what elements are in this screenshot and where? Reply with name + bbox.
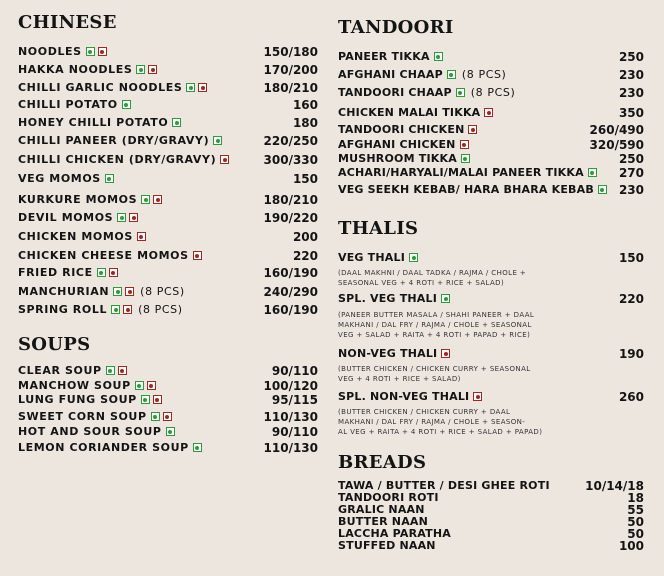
item-price: 250 <box>618 151 644 166</box>
veg-icon <box>86 47 95 56</box>
veg-icon <box>447 70 456 79</box>
menu-item <box>18 44 318 59</box>
menu-item <box>18 192 318 207</box>
item-label: SPL. NON-VEG THALI <box>338 390 470 403</box>
menu-item <box>338 49 644 64</box>
menu-item <box>18 171 318 186</box>
menu-item <box>18 248 318 263</box>
nonveg-icon <box>125 287 134 296</box>
menu-item <box>338 165 644 180</box>
item-price: 250 <box>618 49 644 64</box>
item-label: CHILLI PANEER (DRY/GRAVY) <box>18 134 210 147</box>
item-price: 110/130 <box>263 440 318 455</box>
item-price: 180/210 <box>263 192 318 207</box>
item-description: (BUTTER CHICKEN / CHICKEN CURRY + SEASONAL VEG + 4 ROTI + RICE + SALAD) <box>338 365 531 383</box>
item-price: 270 <box>618 165 644 180</box>
nonveg-icon <box>123 305 132 314</box>
item-price: 50 <box>627 526 644 541</box>
menu-item <box>18 284 318 299</box>
item-label: CHILLI GARLIC NOODLES <box>18 81 183 94</box>
item-price: 180/210 <box>263 80 318 95</box>
nonveg-icon <box>468 125 477 134</box>
item-price: 160 <box>292 97 318 112</box>
nonveg-icon <box>137 232 146 241</box>
item-label: VEG THALI <box>338 251 406 264</box>
item-label: MANCHURIAN <box>18 285 110 298</box>
nonveg-icon <box>484 108 493 117</box>
item-description: (PANEER BUTTER MASALA / SHAHI PANEER + DAAL MAKHANI / DAL FRY / RAJMA / CHOLE + SEASONAL VEG + SALAD + RAITA + 4 ROTI + PAPAD + RICE) <box>338 311 535 339</box>
item-name <box>18 45 107 58</box>
item-portion: (8 PCS) <box>138 303 183 316</box>
item-price: 110/130 <box>263 409 318 424</box>
nonveg-icon <box>109 268 118 277</box>
item-name <box>338 539 436 552</box>
item-price: 160/190 <box>263 302 318 317</box>
item-name <box>18 116 181 129</box>
menu-item <box>338 137 644 152</box>
menu-item <box>338 346 644 361</box>
menu-item <box>338 291 644 306</box>
nonveg-icon <box>153 395 162 404</box>
menu-item <box>338 538 644 553</box>
menu-item <box>338 182 644 197</box>
menu-item <box>18 409 318 424</box>
menu-item <box>18 210 318 225</box>
section-heading-soups: SOUPS <box>18 334 91 355</box>
veg-icon <box>193 443 202 452</box>
item-label: GRALIC NAAN <box>338 503 425 516</box>
item-label: STUFFED NAAN <box>338 539 436 552</box>
item-price: 300/330 <box>263 152 318 167</box>
item-name <box>18 266 118 279</box>
menu-item <box>18 115 318 130</box>
nonveg-icon <box>98 47 107 56</box>
menu-item <box>18 229 318 244</box>
menu-item <box>18 378 318 393</box>
veg-icon <box>151 412 160 421</box>
item-price: 240/290 <box>263 284 318 299</box>
nonveg-icon <box>193 251 202 260</box>
item-label: SPL. VEG THALI <box>338 292 438 305</box>
item-name <box>338 251 418 264</box>
item-name <box>18 393 162 406</box>
item-label: CHICKEN MOMOS <box>18 230 133 243</box>
menu-item <box>338 85 644 100</box>
item-name <box>338 138 469 151</box>
menu-item <box>18 133 318 148</box>
item-name <box>18 211 138 224</box>
item-name <box>18 303 183 316</box>
item-price: 160/190 <box>263 265 318 280</box>
item-label: HOT AND SOUR SOUP <box>18 425 162 438</box>
item-name <box>338 390 482 403</box>
item-price: 220/250 <box>263 133 318 148</box>
item-name <box>18 98 131 111</box>
veg-icon <box>441 294 450 303</box>
nonveg-icon <box>220 155 229 164</box>
item-portion: (8 PCS) <box>140 285 185 298</box>
veg-icon <box>456 88 465 97</box>
item-name <box>18 193 162 206</box>
item-price: 190 <box>618 346 644 361</box>
nonveg-icon <box>460 140 469 149</box>
item-name <box>338 50 443 63</box>
item-label: BUTTER NAAN <box>338 515 429 528</box>
nonveg-icon <box>198 83 207 92</box>
item-name <box>18 230 146 243</box>
item-price: 260/490 <box>589 122 644 137</box>
item-price: 320/590 <box>589 137 644 152</box>
item-name <box>18 249 202 262</box>
item-label: VEG SEEKH KEBAB/ HARA BHARA KEBAB <box>338 183 594 196</box>
item-price: 260 <box>618 389 644 404</box>
veg-icon <box>213 136 222 145</box>
item-label: KURKURE MOMOS <box>18 193 138 206</box>
menu-item <box>18 392 318 407</box>
item-price: 220 <box>292 248 318 263</box>
item-name <box>18 63 157 76</box>
item-price: 220 <box>618 291 644 306</box>
item-label: AFGHANI CHAAP <box>338 68 443 81</box>
item-price: 230 <box>618 85 644 100</box>
item-name <box>18 425 175 438</box>
menu-item <box>338 250 644 265</box>
item-label: PANEER TIKKA <box>338 50 430 63</box>
menu-item <box>18 424 318 439</box>
item-label: NON-VEG THALI <box>338 347 438 360</box>
item-label: ACHARI/HARYALI/MALAI PANEER TIKKA <box>338 166 584 179</box>
item-name <box>338 292 450 305</box>
item-price: 90/110 <box>271 363 318 378</box>
item-label: VEG MOMOS <box>18 172 101 185</box>
item-name <box>338 68 506 81</box>
item-label: CHILLI POTATO <box>18 98 118 111</box>
item-label: SPRING ROLL <box>18 303 108 316</box>
item-name <box>18 134 222 147</box>
item-name <box>338 347 450 360</box>
item-name <box>338 183 607 196</box>
veg-icon <box>105 174 114 183</box>
menu-item <box>18 302 318 317</box>
section-heading-breads: BREADS <box>338 452 427 473</box>
item-price: 350 <box>618 105 644 120</box>
item-price: 200 <box>292 229 318 244</box>
item-label: TANDOORI ROTI <box>338 491 439 504</box>
section-heading-chinese: CHINESE <box>18 12 117 33</box>
menu-item <box>338 151 644 166</box>
item-name <box>18 153 229 166</box>
item-label: CLEAR SOUP <box>18 364 102 377</box>
item-label: NOODLES <box>18 45 82 58</box>
item-label: DEVIL MOMOS <box>18 211 114 224</box>
item-label: LACCHA PARATHA <box>338 527 451 540</box>
item-price: 90/110 <box>271 424 318 439</box>
item-description: (BUTTER CHICKEN / CHICKEN CURRY + DAAL MAKHANI / DAL FRY / RAJMA / CHOLE + SEASON- AL VEG + RAITA + 4 ROTI + RICE + SALAD + PAPAD) <box>338 408 543 436</box>
veg-icon <box>135 381 144 390</box>
menu-item <box>18 265 318 280</box>
nonveg-icon <box>441 349 450 358</box>
nonveg-icon <box>129 213 138 222</box>
section-heading-thalis: THALIS <box>338 218 419 239</box>
item-label: CHICKEN MALAI TIKKA <box>338 106 481 119</box>
item-label: FRIED RICE <box>18 266 93 279</box>
item-name <box>338 152 470 165</box>
nonveg-icon <box>147 381 156 390</box>
nonveg-icon <box>473 392 482 401</box>
item-label: HAKKA NOODLES <box>18 63 133 76</box>
item-label: LEMON CORIANDER SOUP <box>18 441 189 454</box>
item-label: CHILLI CHICKEN (DRY/GRAVY) <box>18 153 217 166</box>
item-label: AFGHANI CHICKEN <box>338 138 456 151</box>
item-label: CHICKEN CHEESE MOMOS <box>18 249 189 262</box>
item-name <box>338 86 515 99</box>
item-label: HONEY CHILLI POTATO <box>18 116 169 129</box>
veg-icon <box>122 100 131 109</box>
item-price: 150 <box>292 171 318 186</box>
item-name <box>18 410 172 423</box>
item-price: 18 <box>627 490 644 505</box>
veg-icon <box>136 65 145 74</box>
veg-icon <box>461 154 470 163</box>
item-price: 150 <box>618 250 644 265</box>
item-name <box>338 106 493 119</box>
item-price: 170/200 <box>263 62 318 77</box>
item-name <box>338 166 597 179</box>
veg-icon <box>166 427 175 436</box>
item-price: 95/115 <box>271 392 318 407</box>
menu-item <box>18 80 318 95</box>
veg-icon <box>172 118 181 127</box>
item-name <box>18 285 185 298</box>
item-name <box>18 172 114 185</box>
veg-icon <box>111 305 120 314</box>
item-price: 100/120 <box>263 378 318 393</box>
item-name <box>18 441 202 454</box>
veg-icon <box>588 168 597 177</box>
item-label: MANCHOW SOUP <box>18 379 131 392</box>
menu-item <box>18 62 318 77</box>
veg-icon <box>106 366 115 375</box>
veg-icon <box>141 195 150 204</box>
item-price: 230 <box>618 182 644 197</box>
item-name <box>18 81 207 94</box>
menu-item <box>18 152 318 167</box>
veg-icon <box>598 185 607 194</box>
item-label: SWEET CORN SOUP <box>18 410 147 423</box>
veg-icon <box>97 268 106 277</box>
menu-item <box>18 97 318 112</box>
menu-item <box>338 122 644 137</box>
item-price: 100 <box>618 538 644 553</box>
item-label: TANDOORI CHICKEN <box>338 123 465 136</box>
nonveg-icon <box>118 366 127 375</box>
item-price: 230 <box>618 67 644 82</box>
item-price: 50 <box>627 514 644 529</box>
veg-icon <box>434 52 443 61</box>
veg-icon <box>117 213 126 222</box>
veg-icon <box>141 395 150 404</box>
item-price: 190/220 <box>263 210 318 225</box>
item-name <box>18 364 127 377</box>
item-name <box>18 379 156 392</box>
veg-icon <box>113 287 122 296</box>
menu-item <box>18 363 318 378</box>
item-name <box>338 123 477 136</box>
item-description: (DAAL MAKHNI / DAAL TADKA / RAJMA / CHOLE + SEASONAL VEG + 4 ROTI + RICE + SALAD) <box>338 269 527 287</box>
menu-item <box>338 105 644 120</box>
section-heading-tandoori: TANDOORI <box>338 17 454 38</box>
item-label: TAWA / BUTTER / DESI GHEE ROTI <box>338 479 550 492</box>
menu-item <box>18 440 318 455</box>
item-label: LUNG FUNG SOUP <box>18 393 137 406</box>
item-portion: (8 PCS) <box>470 86 516 99</box>
nonveg-icon <box>163 412 172 421</box>
item-price: 55 <box>627 502 644 517</box>
item-price: 150/180 <box>263 44 318 59</box>
veg-icon <box>409 253 418 262</box>
item-label: TANDOORI CHAAP <box>338 86 452 99</box>
nonveg-icon <box>153 195 162 204</box>
item-price: 10/14/18 <box>585 478 644 493</box>
item-portion: (8 PCS) <box>461 68 507 81</box>
veg-icon <box>186 83 195 92</box>
nonveg-icon <box>148 65 157 74</box>
item-label: MUSHROOM TIKKA <box>338 152 457 165</box>
menu-item <box>338 67 644 82</box>
menu-item <box>338 389 644 404</box>
item-price: 180 <box>292 115 318 130</box>
